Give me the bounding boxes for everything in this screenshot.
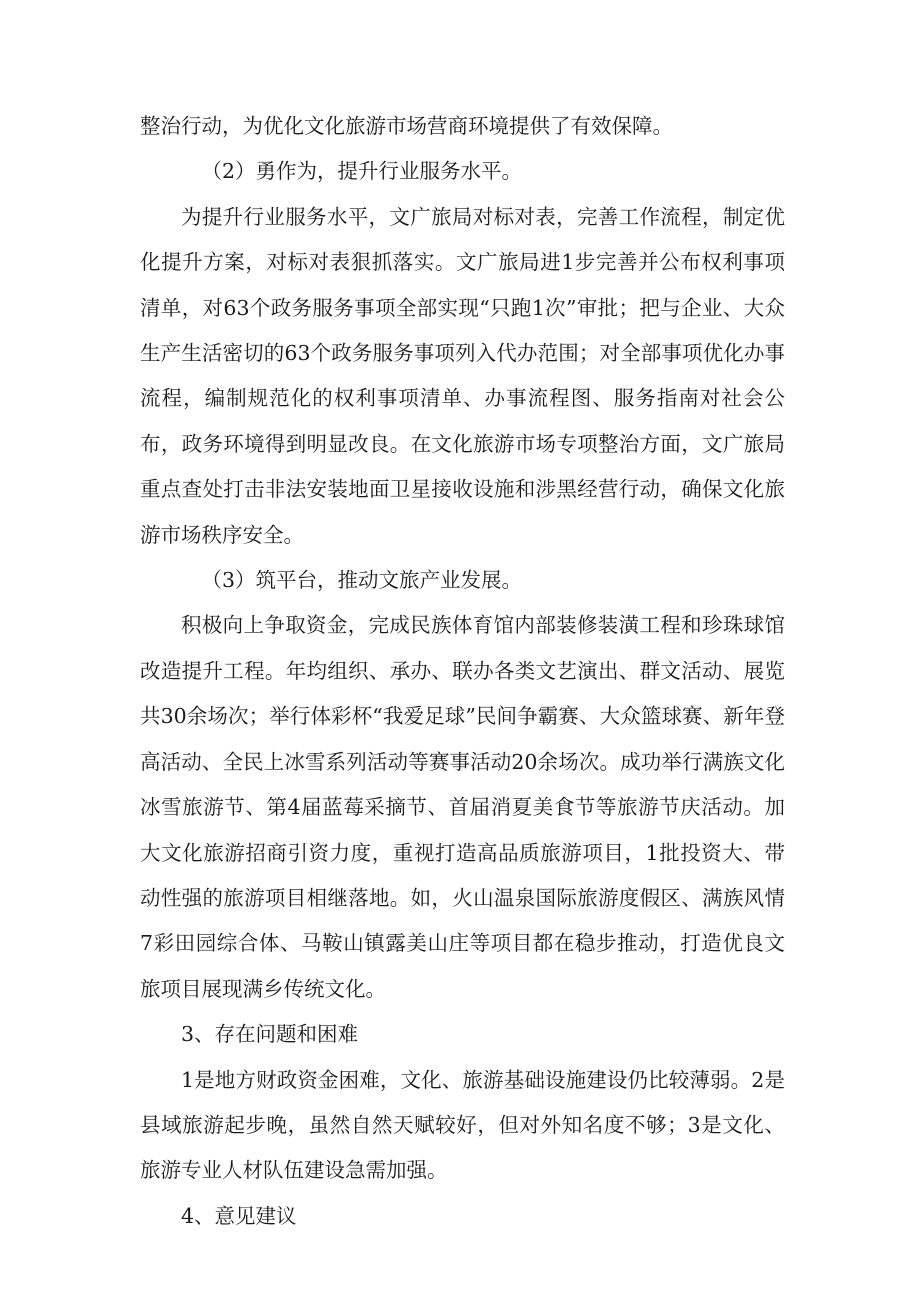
section-heading-2: （2）勇作为，提升行业服务水平。 xyxy=(201,159,523,184)
paragraph-continuation: 整治行动，为优化文化旅游市场营商环境提供了有效保障。 xyxy=(140,114,673,138)
paragraph-industry-development: 积极向上争取资金，完成民族体育馆内部装修装潢工程和珍珠球馆改造提升工程。年均组织、承办、联办各类文艺演出、群文活动、展览共30余场次；举行体彩杯“我爱足球”民间争霸赛、大众篮球赛、新年登高活动、全民上冰雪系列活动等赛事活动20余场次。成功举行满族文化冰雪旅游节、第4届蓝莓采摘节、首届消夏美食节等旅游节庆活动。加大文化旅游招商引资力度，重视打造高品质旅游项目，1批投资大、带动性强的旅游项目相继落地。如，火山温泉国际旅游度假区、满族风情7彩田园综合体、马鞍山镇露美山庄等项目都在稳步推动，打造优良文旅项目展现满乡传统文化。 xyxy=(140,613,785,1001)
paragraph-service-level: 为提升行业服务水平，文广旅局对标对表，完善工作流程，制定优化提升方案，对标对表狠抓落实。文广旅局进1步完善并公布权利事项清单，对63个政务服务事项全部实现“只跑1次”审批；把与企业、大众生产生活密切的63个政务服务事项列入代办范围；对全部事项优化办事流程，编制规范化的权利事项清单、办事流程图、服务指南对社会公布，政务环境得到明显改良。在文化旅游市场专项整治方面，文广旅局重点查处打击非法安装地面卫星接收设施和涉黑经营行动，确保文化旅游市场秩序安全。 xyxy=(140,204,785,547)
document-body xyxy=(140,104,785,1239)
section-heading-problems: 3、存在问题和困难 xyxy=(181,1022,359,1047)
paragraph-problems: 1是地方财政资金困难，文化、旅游基础设施建设仍比较薄弱。2是县域旅游起步晚，虽然自然天赋较好，但对外知名度不够；3是文化、旅游专业人材队伍建设急需加强。 xyxy=(140,1067,785,1183)
section-heading-3: （3）筑平台，推动文旅产业发展。 xyxy=(201,568,523,593)
section-heading-suggestions: 4、意见建议 xyxy=(181,1203,297,1228)
